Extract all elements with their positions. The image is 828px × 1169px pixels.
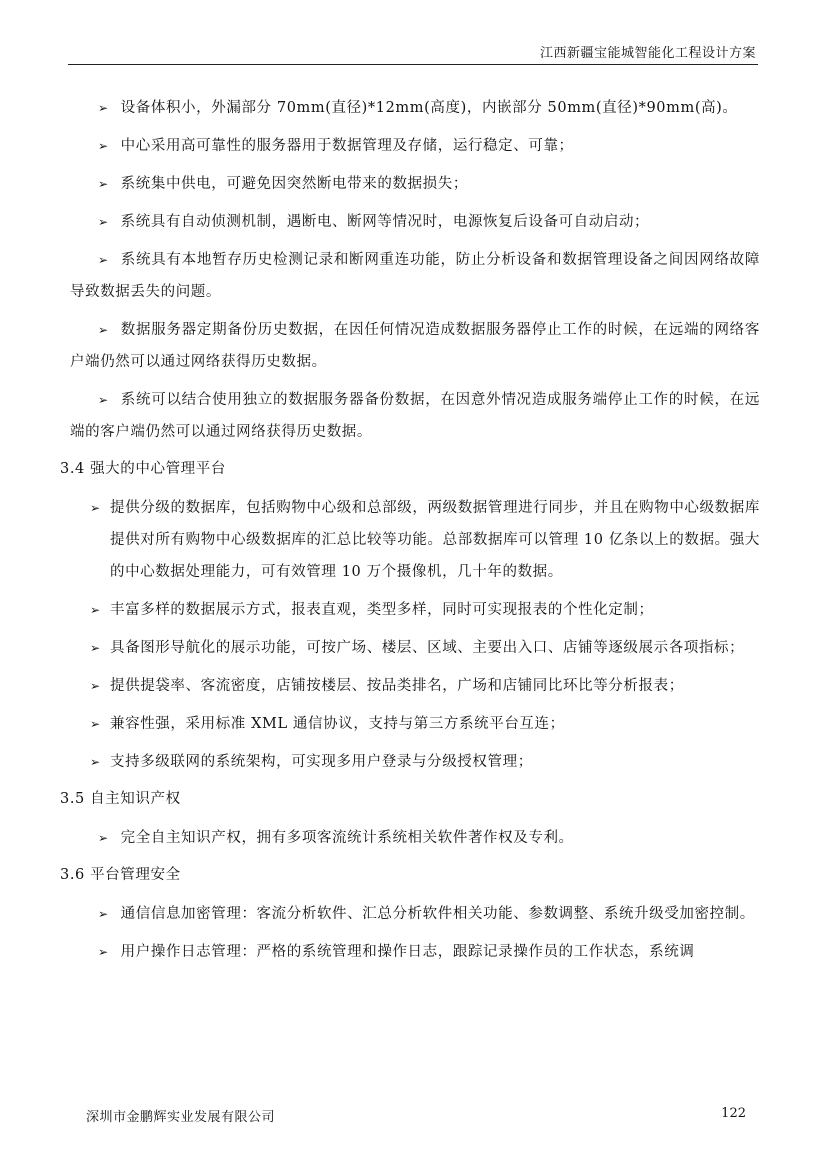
page-header xyxy=(68,40,758,65)
list-item: ➢ 系统集中供电，可避免因突然断电带来的数据损失； xyxy=(98,176,468,192)
arrow-bullet-icon: ➢ xyxy=(98,101,109,115)
list-item: ➢ 系统具有本地暂存历史检测记录和断网重连功能，防止分析设备和数据管理设备之间因网络故障导致数据丢失的问题。 xyxy=(70,252,760,300)
list-item: ➢ 具备图形导航化的展示功能，可按广场、楼层、区域、主要出入口、店铺等逐级展示各项指标； xyxy=(70,632,760,664)
page-content xyxy=(60,92,760,974)
arrow-bullet-icon: ➢ xyxy=(98,177,109,191)
arrow-bullet-icon: ➢ xyxy=(98,323,109,337)
list-item: ➢ 系统可以结合使用独立的数据服务器备份数据，在因意外情况造成服务端停止工作的时候，在远端的客户端仍然可以通过网络获得历史数据。 xyxy=(70,392,760,440)
list-item: ➢ 系统具有自动侦测机制，遇断电、断网等情况时，电源恢复后设备可自动启动； xyxy=(98,214,650,230)
arrow-bullet-icon: ➢ xyxy=(98,253,109,267)
arrow-bullet-icon: ➢ xyxy=(98,907,109,921)
footer-company-name: 深圳市金鹏辉实业发展有限公司 xyxy=(86,1110,276,1125)
arrow-bullet-icon: ➢ xyxy=(90,755,101,769)
list-item: ➢ 兼容性强，采用标准 XML 通信协议，支持与第三方系统平台互连； xyxy=(70,708,760,740)
list-item: ➢ 提供提袋率、客流密度，店铺按楼层、按品类排名，广场和店铺同比环比等分析报表； xyxy=(70,670,760,702)
arrow-bullet-icon: ➢ xyxy=(98,945,109,959)
section-heading-3-6: 3.6 平台管理安全 xyxy=(60,867,181,883)
list-item: ➢ 用户操作日志管理：严格的系统管理和操作日志，跟踪记录操作员的工作状态，系统调 xyxy=(98,944,695,960)
arrow-bullet-icon: ➢ xyxy=(90,603,101,617)
arrow-bullet-icon: ➢ xyxy=(98,393,109,407)
arrow-bullet-icon: ➢ xyxy=(98,831,109,845)
list-item: ➢ 支持多级联网的系统架构，可实现多用户登录与分级授权管理； xyxy=(70,746,760,778)
arrow-bullet-icon: ➢ xyxy=(90,717,101,731)
list-item: ➢ 数据服务器定期备份历史数据，在因任何情况造成数据服务器停止工作的时候，在远端的网络客户端仍然可以通过网络获得历史数据。 xyxy=(70,322,760,370)
section-heading-3-5: 3.5 自主知识产权 xyxy=(60,791,181,807)
section-heading-3-4: 3.4 强大的中心管理平台 xyxy=(60,461,226,477)
list-item: ➢ 中心采用高可靠性的服务器用于数据管理及存储，运行稳定、可靠； xyxy=(98,138,574,154)
list-item: ➢ 提供分级的数据库，包括购物中心级和总部级，两级数据管理进行同步，并且在购物中心级数据库提供对所有购物中心级数据库的汇总比较等功能。总部数据库可以管理 10 亿条以上的数据。强大的中心数据处理能力，可有效管理 10 万个摄像机，几十年的数据。 xyxy=(70,492,760,588)
list-item: ➢ 丰富多样的数据展示方式，报表直观，类型多样，同时可实现报表的个性化定制； xyxy=(70,594,760,626)
list-item: ➢ 完全自主知识产权，拥有多项客流统计系统相关软件著作权及专利。 xyxy=(98,830,574,846)
arrow-bullet-icon: ➢ xyxy=(98,215,109,229)
arrow-bullet-icon: ➢ xyxy=(90,641,101,655)
arrow-bullet-icon: ➢ xyxy=(90,679,101,693)
list-item: ➢ 设备体积小，外漏部分 70mm(直径)*12mm(高度)，内嵌部分 50mm(直径)*90mm(高)。 xyxy=(98,100,738,116)
list-item: ➢ 通信信息加密管理：客流分析软件、汇总分析软件相关功能、参数调整、系统升级受加密控制。 xyxy=(98,906,755,922)
page-number: 122 xyxy=(721,1106,746,1121)
arrow-bullet-icon: ➢ xyxy=(90,501,101,515)
document-title: 江西新疆宝能城智能化工程设计方案 xyxy=(539,46,756,61)
arrow-bullet-icon: ➢ xyxy=(98,139,109,153)
